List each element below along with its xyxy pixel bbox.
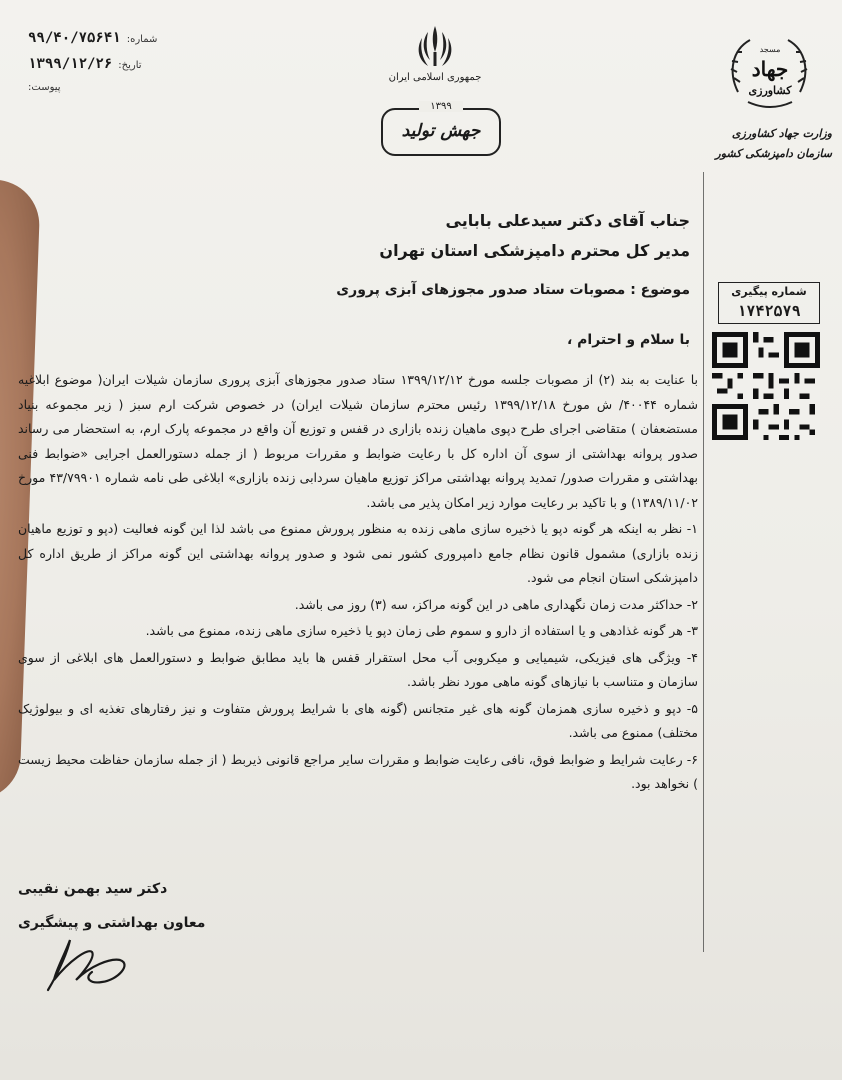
ministry-name: وزارت جهاد کشاورزی: [731, 127, 832, 140]
attachment-label: پیوست:: [28, 82, 61, 93]
tracking-value: ۱۷۴۲۵۷۹: [737, 302, 801, 320]
letter-body: [18, 368, 698, 797]
letter-date-label: تاریخ:: [118, 60, 142, 71]
logo-main-text: جهاد: [751, 57, 789, 81]
year-slogan-stamp: [381, 101, 501, 156]
letter-number-value: ۹۹/۴۰/۷۵۶۴۱: [28, 30, 121, 46]
recipient-title: مدیر کل محترم دامپزشکی استان تهران: [379, 241, 690, 260]
body-item: ۶- رعایت شرایط و ضوابط فوق، نافی رعایت ضوابط و مقررات سایر مراجع قانونی ذیربط ( از جمله سازمان حفاظت محیط زیست ) نخواهد بود.: [18, 751, 698, 791]
signer-name: دکتر سید بهمن نقیبی: [18, 881, 168, 897]
margin-rule: [703, 172, 704, 952]
tracking-number-box: [718, 282, 820, 324]
attachment-field: [28, 82, 61, 93]
recipient-block: [379, 206, 690, 266]
logo-sub-text: کشاورزی: [748, 84, 792, 97]
logo-top-text: مسجد: [759, 45, 781, 54]
greeting: با سلام و احترام ،: [566, 332, 690, 348]
slogan-year: ۱۳۹۹: [419, 101, 463, 112]
issuer-block: [715, 124, 832, 164]
body-item: ۱- نظر به اینکه هر گونه دپو یا ذخیره سازی ماهی زنده به منظور پرورش ممنوع می باشد لذا این گونه فعالیت (دپو و توزیع ماهیان زنده بازاری) مشمول قانون نظام جامع دامپروری کشور نمی شود و صدور پروانه بهداشتی این گونه مراکز از طریق اداره کل دامپزشکی استان انجام می شود.: [18, 521, 698, 585]
body-item: ۲- حداکثر مدت زمان نگهداری ماهی در این گونه مراکز، سه (۳) روز می باشد.: [294, 596, 698, 612]
letter-number-label: شماره:: [126, 34, 158, 45]
body-item: ۵- دپو و ذخیره سازی همزمان گونه های غیر متجانس (گونه های با شرایط پرورش متفاوت و نیز رفتارهای تغذیه ای و بیولوژیک مختلف) ممنوع می باشد.: [18, 700, 698, 740]
emblem-caption: جمهوری اسلامی ایران: [388, 72, 482, 83]
slogan-motto: جهش تولید: [401, 121, 481, 141]
iran-emblem-icon: [410, 22, 460, 72]
handwritten-signature: [40, 930, 140, 1000]
jihad-agriculture-logo: [718, 32, 818, 116]
qr-code-icon: [712, 332, 820, 440]
letter-date-value: ۱۳۹۹/۱۲/۲۶: [28, 56, 113, 72]
body-intro: با عنایت به بند (۲) از مصوبات جلسه مورخ ۱۳۹۹/۱۲/۱۲ ستاد صدور مجوزهای آبزی پروری سازمان شیلات ایران( موضوع ابلاغیه شماره ۴۰۰۴۴/ ش مورخ ۱۳۹۹/۱۲/۱۸ رئیس محترم سازمان شیلات ایران) در خصوص شرکت ارم سبز ( زیر مجموعه بنیاد مستضعفان ) متقاضی اجرای طرح دپوی ماهیان زنده بازاری در قفس و توزیع آن واقع در مجموعه پارک ارم، به استحضار می رساند صدور پروانه بهداشتی از سوی آن اداره کل با رعایت ضوابط و مقررات مربوط ( از جمله دستورالعمل اجرایی «ضوابط فنی بهداشتی و مقررات صدور/ تمدید پروانه بهداشتی مراکز توزیع ماهیان سردابی زنده بازاری» ابلاغی طی نامه شماره ۴۳/۷۹۹۰۱ مورخ ۱۳۸۹/۱۱/۰۲) و با تاکید بر رعایت موارد زیر امکان پذیر می باشد.: [18, 372, 699, 510]
letter-date-field: [28, 56, 142, 72]
signer-title: معاون بهداشتی و پیشگیری: [18, 915, 206, 931]
organization-name: سازمان دامپزشکی کشور: [715, 147, 832, 160]
letter-subject: موضوع : مصوبات ستاد صدور مجوزهای آبزی پروری: [336, 282, 690, 298]
body-item: ۳- هر گونه غذادهی و یا استفاده از دارو و سموم طی زمان دپو یا ذخیره سازی ماهی زنده، ممنوع می باشد.: [145, 623, 698, 638]
body-item: ۴- ویژگی های فیزیکی، شیمیایی و میکروبی آب محل استقرار قفس ها باید مطابق ضوابط و دستورالعمل های ابلاغی از سوی سازمان و متناسب با نیازهای گونه ماهی مورد نظر باشد.: [18, 649, 698, 689]
letter-number-field: [28, 30, 157, 46]
recipient-name: جناب آقای دکتر سیدعلی بابایی: [445, 211, 690, 230]
tracking-label: شماره پیگیری: [731, 285, 807, 298]
